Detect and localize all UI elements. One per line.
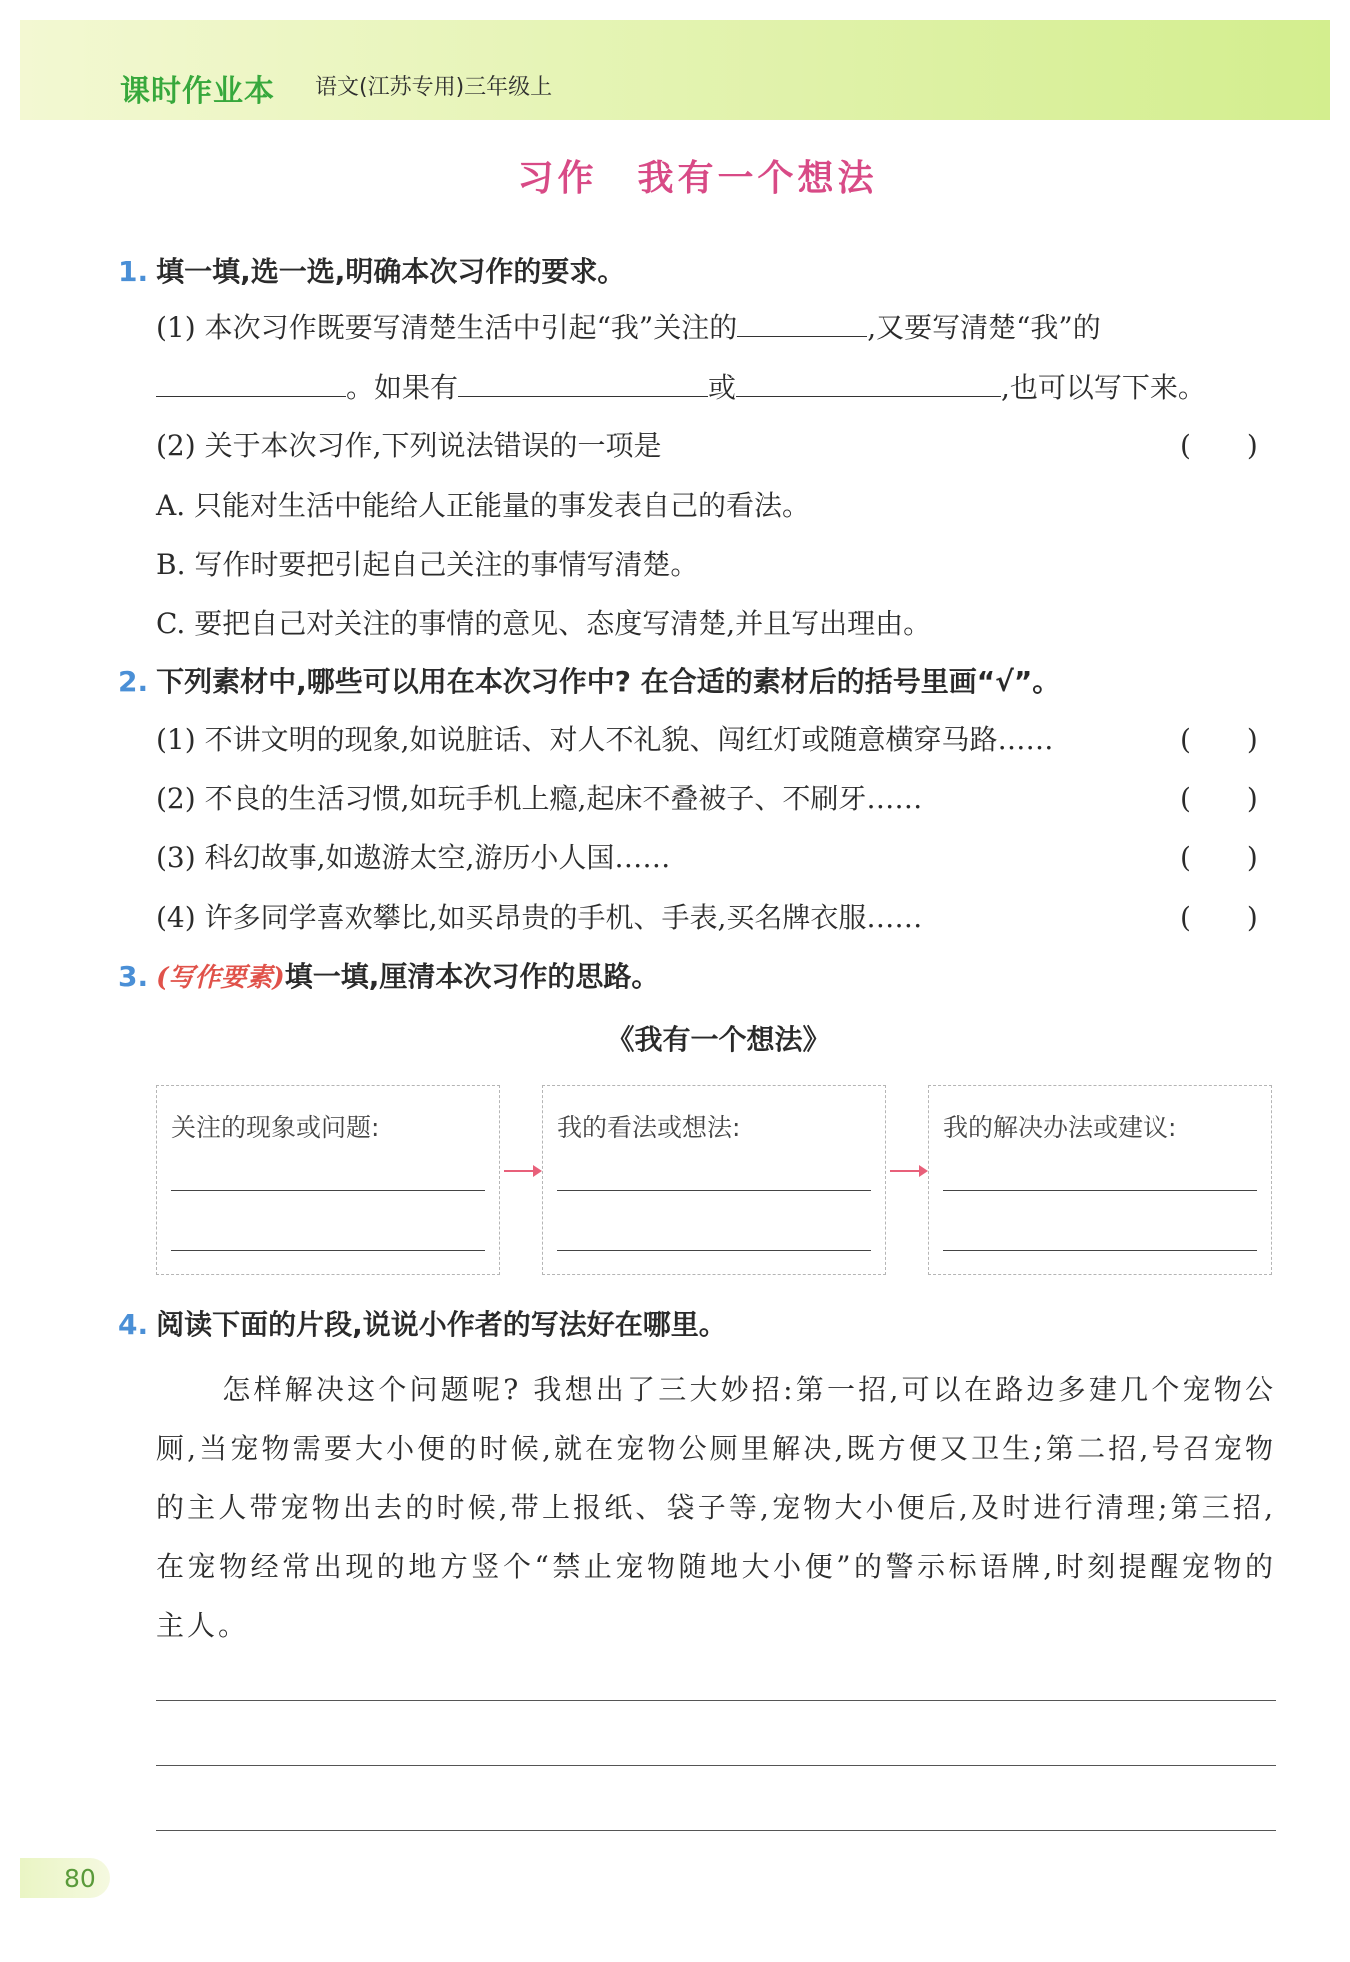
thinking-box-phenomenon[interactable] [156, 1085, 500, 1275]
answer-line[interactable] [557, 1250, 871, 1251]
box-label: 关注的现象或问题: [171, 1113, 380, 1142]
reading-passage [156, 1360, 1276, 1655]
question-number: 1. [118, 255, 149, 288]
fill-blank[interactable] [156, 370, 346, 397]
q2-item-1: (1) 不讲文明的现象,如说脏话、对人不礼貌、闯红灯或随意横穿马路…… [156, 723, 1054, 756]
thinking-box-opinion[interactable] [542, 1085, 886, 1275]
q1-text-b: ,又要写清楚“我”的 [867, 311, 1101, 344]
q1-part1-line1 [156, 306, 1101, 346]
box-label: 我的看法或想法: [557, 1113, 741, 1142]
answer-line[interactable] [156, 1765, 1276, 1766]
q2-item-2: (2) 不良的生活习惯,如玩手机上瘾,起床不叠被子、不刷牙…… [156, 782, 923, 815]
answer-paren[interactable]: ( ) [1180, 723, 1258, 756]
page-title: 习作 我有一个想法 [517, 158, 878, 199]
answer-paren[interactable]: ( ) [1180, 901, 1258, 934]
page-number: 80 [64, 1864, 96, 1893]
answer-line[interactable] [156, 1700, 1276, 1701]
question-2-heading [118, 660, 1060, 700]
answer-paren[interactable]: ( ) [1180, 782, 1258, 815]
answer-line[interactable] [943, 1250, 1257, 1251]
q1-option-b: B. 写作时要把引起自己关注的事情写清楚。 [156, 548, 699, 581]
q2-item-4: (4) 许多同学喜欢攀比,如买昂贵的手机、手表,买名牌衣服…… [156, 901, 923, 934]
question-text: 阅读下面的片段,说说小作者的写法好在哪里。 [156, 1308, 727, 1341]
q1-text-e: ,也可以写下来。 [1001, 371, 1206, 404]
box-label: 我的解决办法或建议: [943, 1113, 1177, 1142]
question-number: 3. [118, 960, 149, 993]
question-3-heading [118, 955, 659, 995]
question-1-heading [118, 250, 625, 290]
question-text: 填一填,厘清本次习作的思路。 [284, 960, 660, 993]
question-4-heading [118, 1303, 727, 1343]
header-brand: 课时作业本 [120, 74, 275, 109]
answer-line[interactable] [156, 1830, 1276, 1831]
question-text: 下列素材中,哪些可以用在本次习作中? 在合适的素材后的括号里画“√”。 [156, 665, 1061, 698]
thinking-box-solution[interactable] [928, 1085, 1272, 1275]
q1-option-a: A. 只能对生活中能给人正能量的事发表自己的看法。 [156, 489, 811, 522]
fill-blank[interactable] [458, 370, 708, 397]
story-title: 《我有一个想法》 [606, 1023, 831, 1056]
answer-line[interactable] [557, 1190, 871, 1191]
q1-text-c: 。如果有 [346, 371, 459, 404]
question-number: 4. [118, 1308, 149, 1341]
question-tag: (写作要素) [156, 963, 285, 993]
answer-line[interactable] [943, 1190, 1257, 1191]
q1-part1-line2 [156, 366, 1206, 406]
answer-line[interactable] [171, 1190, 485, 1191]
fill-blank[interactable] [736, 370, 1001, 397]
fill-blank[interactable] [737, 310, 867, 337]
question-text: 填一填,选一选,明确本次习作的要求。 [156, 255, 626, 288]
passage-text: 怎样解决这个问题呢? 我想出了三大妙招:第一招,可以在路边多建几个宠物公厕,当宠物需要大小便的时候,就在宠物公厕里解决,既方便又卫生;第二招,号召宠物的主人带宠物出去的时候,带上报纸、袋子等,宠物大小便后,及时进行清理;第三招,在宠物经常出现的地方竖个“禁止宠物随地大小便”的警示标语牌,时刻提醒宠物的主人。 [156, 1373, 1276, 1642]
q1-option-c: C. 要把自己对关注的事情的意见、态度写清楚,并且写出理由。 [156, 607, 932, 640]
q1-part2: (2) 关于本次习作,下列说法错误的一项是 [156, 429, 662, 462]
q2-item-3: (3) 科幻故事,如遨游太空,游历小人国…… [156, 841, 671, 874]
q1-text-a: (1) 本次习作既要写清楚生活中引起“我”关注的 [156, 311, 738, 344]
answer-paren[interactable]: ( ) [1180, 841, 1258, 874]
answer-paren[interactable]: ( ) [1180, 429, 1258, 462]
header-subtitle: 语文(江苏专用)三年级上 [315, 75, 553, 100]
arrow-right-icon [504, 1170, 540, 1172]
answer-line[interactable] [171, 1250, 485, 1251]
arrow-right-icon [890, 1170, 926, 1172]
question-number: 2. [118, 665, 149, 698]
q1-text-d: 或 [708, 371, 737, 404]
